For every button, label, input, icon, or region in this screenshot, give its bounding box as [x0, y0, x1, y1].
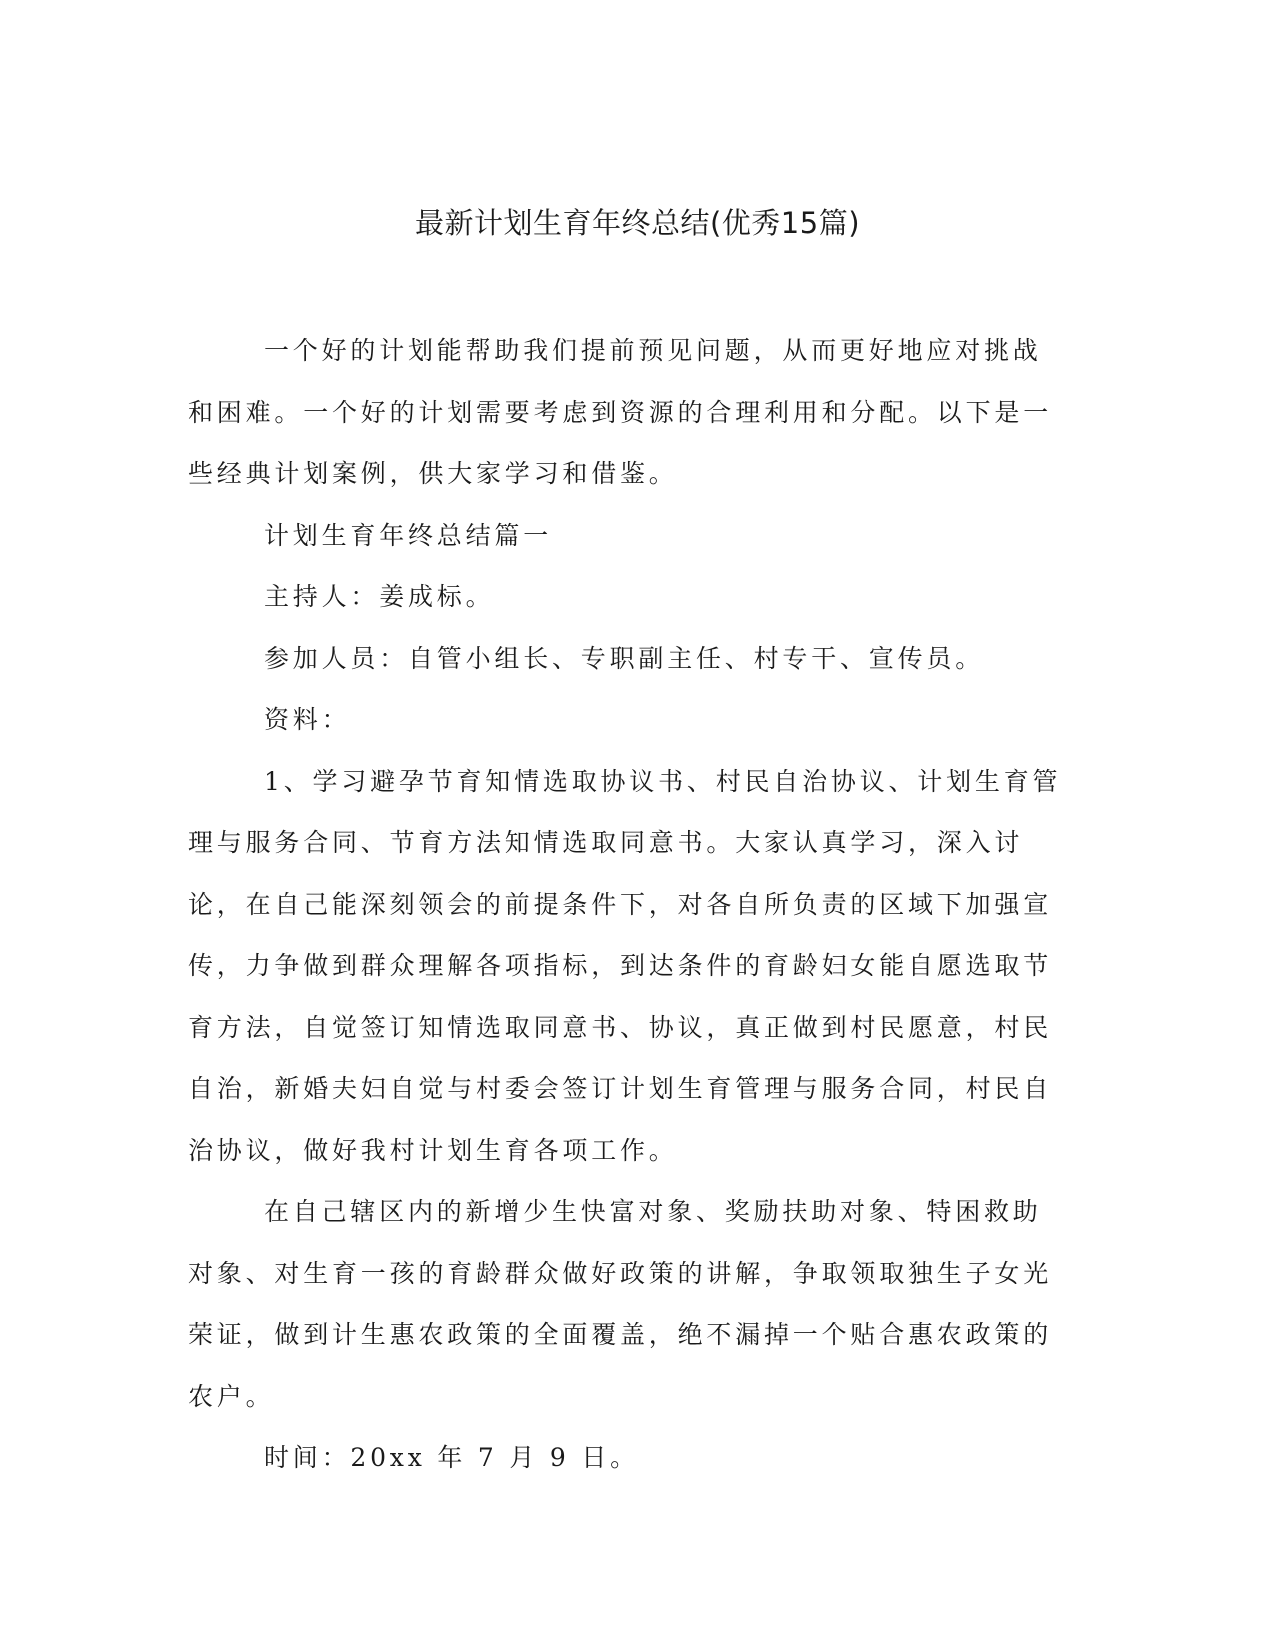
policy-paragraph: 在自己辖区内的新增少生快富对象、奖励扶助对象、特困救助对象、对生育一孩的育龄群众做好政策的讲解，争取领取独生子女光荣证，做到计生惠农政策的全面覆盖，绝不漏掉一个贴合惠农政策的农户。 — [188, 1197, 1053, 1411]
attendees-line: 参加人员：自管小组长、专职副主任、村专干、宣传员。 — [264, 643, 985, 673]
intro-paragraph: 一个好的计划能帮助我们提前预见问题，从而更好地应对挑战和困难。一个好的计划需要考虑到资源的合理利用和分配。以下是一些经典计划案例，供大家学习和借鉴。 — [188, 336, 1053, 488]
date-line: 时间：20xx 年 7 月 9 日。 — [264, 1443, 639, 1472]
materials-label: 资料： — [264, 705, 351, 734]
document-body — [188, 320, 1066, 1489]
host-line: 主持人：姜成标。 — [264, 582, 495, 611]
section-heading: 计划生育年终总结篇一 — [264, 520, 553, 550]
document-title: 最新计划生育年终总结(优秀15篇) — [414, 206, 861, 240]
item-one-paragraph: 1、学习避孕节育知情选取协议书、村民自治协议、计划生育管理与服务合同、节育方法知情选取同意书。大家认真学习，深入讨论，在自己能深刻领会的前提条件下，对各自所负责的区域下加强宣传，力争做到群众理解各项指标，到达条件的育龄妇女能自愿选取节育方法，自觉签订知情选取同意书、协议，真正做到村民愿意，村民自治，新婚夫妇自觉与村委会签订计划生育管理与服务合同，村民自治协议，做好我村计划生育各项工作。 — [188, 766, 1062, 1165]
